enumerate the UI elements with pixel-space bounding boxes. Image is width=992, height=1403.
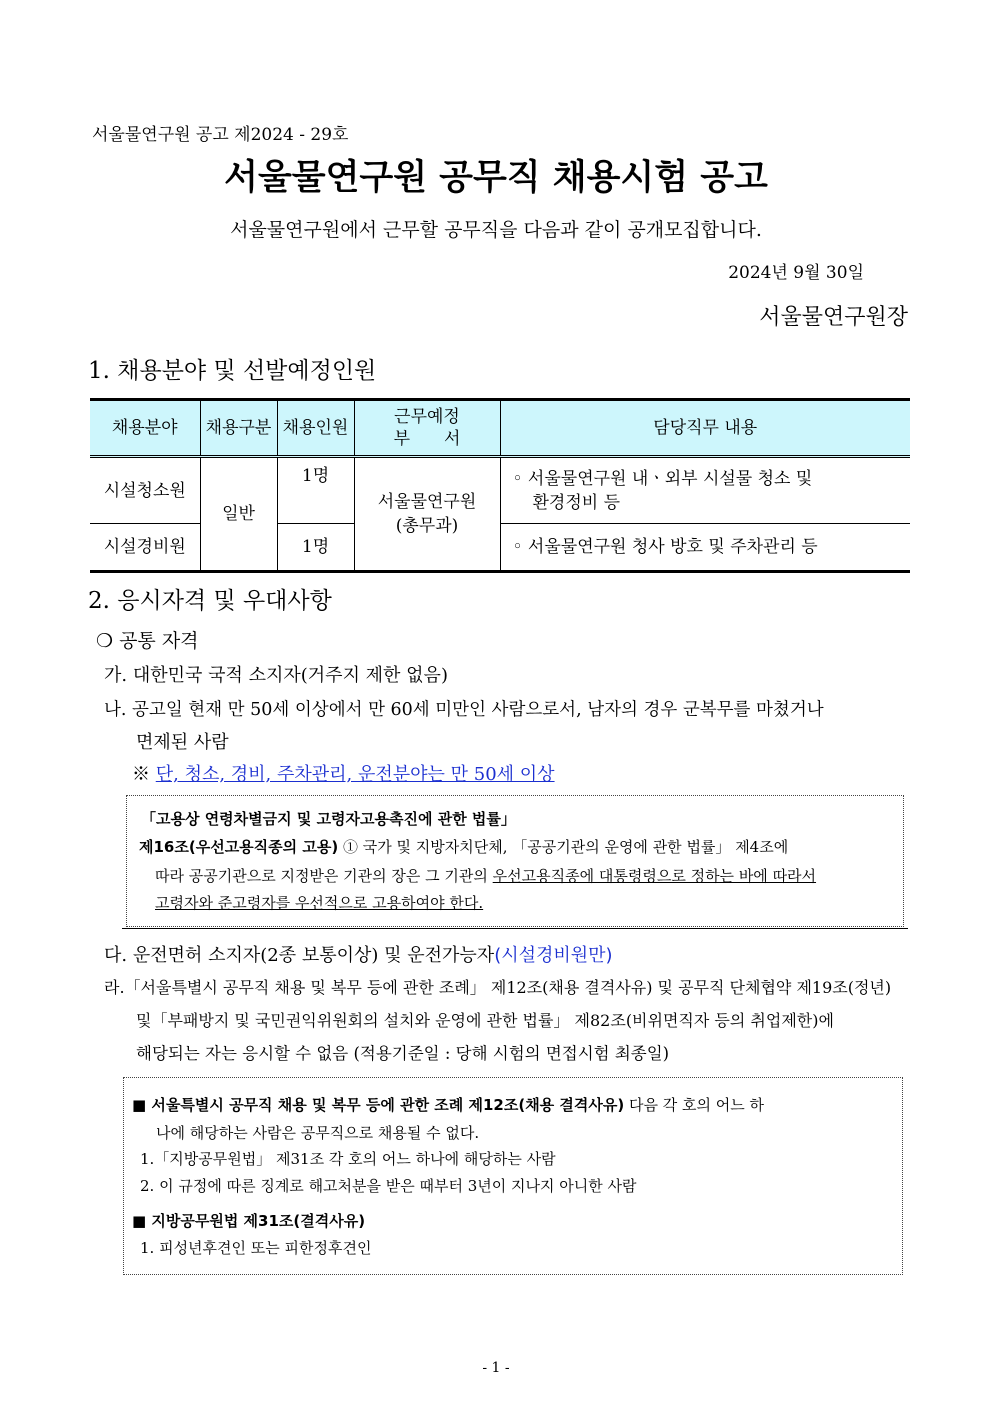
dept-division: (총무과) — [395, 516, 459, 536]
col-dept — [354, 400, 500, 457]
cell-duty — [500, 457, 910, 524]
disq-head1-title: ■ 서울특별시 공무직 채용 및 복무 등에 관한 조례 제12조(채용 결격사유) — [132, 1096, 625, 1114]
law-title: 「고용상 연령차별금지 및 고령자고용촉진에 관한 법률」 — [141, 810, 516, 828]
age-note — [132, 760, 555, 786]
item-ra-line2: 및「부패방지 및 국민권익위원회의 설치와 운영에 관한 법률」 제82조(비위면직자 등의 취업제한)에 — [136, 1011, 834, 1030]
table-row — [90, 457, 910, 524]
disq-item1: 1.「지방공무원법」 제31조 각 호의 어느 하나에 해당하는 사람 — [140, 1150, 556, 1168]
section-2-title: 2. 응시자격 및 우대사항 — [88, 588, 332, 614]
cell-count: 1명 — [277, 457, 354, 524]
law-line2 — [155, 865, 816, 886]
dept-name: 서울물연구원 — [377, 492, 477, 512]
law-line1 — [139, 836, 788, 857]
law-text: ① 국가 및 지방자치단체, 「공공기관의 운영에 관한 법률」 제4조에 — [342, 838, 789, 856]
note-text: 단, 청소, 경비, 주차관리, 운전분야는 만 50세 이상 — [155, 764, 555, 785]
cell-dept — [354, 457, 500, 572]
item-da-highlight: (시설경비원만) — [494, 945, 613, 966]
col-field: 채용분야 — [90, 400, 200, 457]
disq-item2: 2. 이 규정에 따른 징계로 해고처분을 받은 때부터 3년이 지나지 아니한 사람 — [140, 1177, 637, 1195]
recruitment-table — [90, 398, 910, 573]
disq-head2: ■ 지방공무원법 제31조(결격사유) — [132, 1212, 366, 1230]
law-text: 따라 공공기관으로 지정받은 기관의 장은 그 기관의 — [155, 867, 493, 885]
disq-head1-text: 다음 각 호의 어느 하 — [624, 1096, 764, 1114]
item-ga: 가. 대한민국 국적 소지자(거주지 제한 없음) — [104, 665, 448, 686]
divider — [122, 928, 908, 929]
item-ra-line3: 해당되는 자는 응시할 수 없음 (적용기준일 : 당해 시험의 면접시험 최종일) — [136, 1044, 670, 1063]
cell-type: 일반 — [200, 457, 277, 572]
issuer: 서울물연구원장 — [759, 305, 908, 330]
item-da-text: 다. 운전면허 소지자(2종 보통이상) 및 운전가능자 — [104, 945, 495, 966]
duty-line: ◦ 서울물연구원 청사 방호 및 주차관리 등 — [512, 537, 818, 557]
law-line3: 고령자와 준고령자를 우선적으로 고용하여야 한다. — [155, 894, 484, 912]
cell-field: 시설청소원 — [90, 457, 200, 524]
disq-head2-item1: 1. 피성년후견인 또는 피한정후견인 — [140, 1239, 372, 1257]
intro-text: 서울물연구원에서 근무할 공무직을 다음과 같이 공개모집합니다. — [230, 219, 762, 241]
disqualification-box — [123, 1077, 903, 1275]
item-na-line1: 나. 공고일 현재 만 50세 이상에서 만 60세 미만인 사람으로서, 남자의 경우 군복무를 마쳤거나 — [104, 700, 824, 720]
cell-duty — [500, 524, 910, 572]
note-mark: ※ — [132, 764, 150, 785]
law-box-age — [126, 795, 904, 927]
disq-head1-line2: 나에 해당하는 사람은 공무직으로 채용될 수 없다. — [156, 1124, 480, 1142]
col-type: 채용구분 — [200, 400, 277, 457]
page-number: - 1 - — [482, 1360, 510, 1376]
subheading-common: ❍ 공통 자격 — [96, 630, 199, 652]
duty-line: ◦ 서울물연구원 내ㆍ외부 시설물 청소 및 — [512, 468, 813, 489]
announcement-date: 2024년 9월 30일 — [728, 263, 864, 283]
duty-line: 환경정비 등 — [532, 492, 621, 513]
table-header-row — [90, 400, 910, 457]
col-dept-line1: 근무예정 — [394, 407, 460, 427]
item-da — [104, 941, 613, 967]
notice-number: 서울물연구원 공고 제2024 - 29호 — [92, 125, 349, 145]
item-ra-line1: 라.「서울특별시 공무직 채용 및 복무 등에 관한 조례」 제12조(채용 결격사유) 및 공무직 단체협약 제19조(정년) — [104, 978, 892, 997]
law-article: 제16조(우선고용직종의 고용) — [139, 838, 339, 856]
disq-head1 — [132, 1094, 764, 1115]
col-count: 채용인원 — [277, 400, 354, 457]
col-dept-line2: 부 서 — [393, 429, 461, 449]
col-duty: 담당직무 내용 — [500, 400, 910, 457]
section-1-title: 1. 채용분야 및 선발예정인원 — [88, 358, 377, 384]
item-na-line2: 면제된 사람 — [136, 732, 229, 753]
law-text-underlined: 우선고용직종에 대통령령으로 정하는 바에 따라서 — [492, 867, 817, 885]
page-title: 서울물연구원 공무직 채용시험 공고 — [224, 158, 768, 198]
cell-count: 1명 — [277, 524, 354, 572]
cell-field: 시설경비원 — [90, 524, 200, 572]
